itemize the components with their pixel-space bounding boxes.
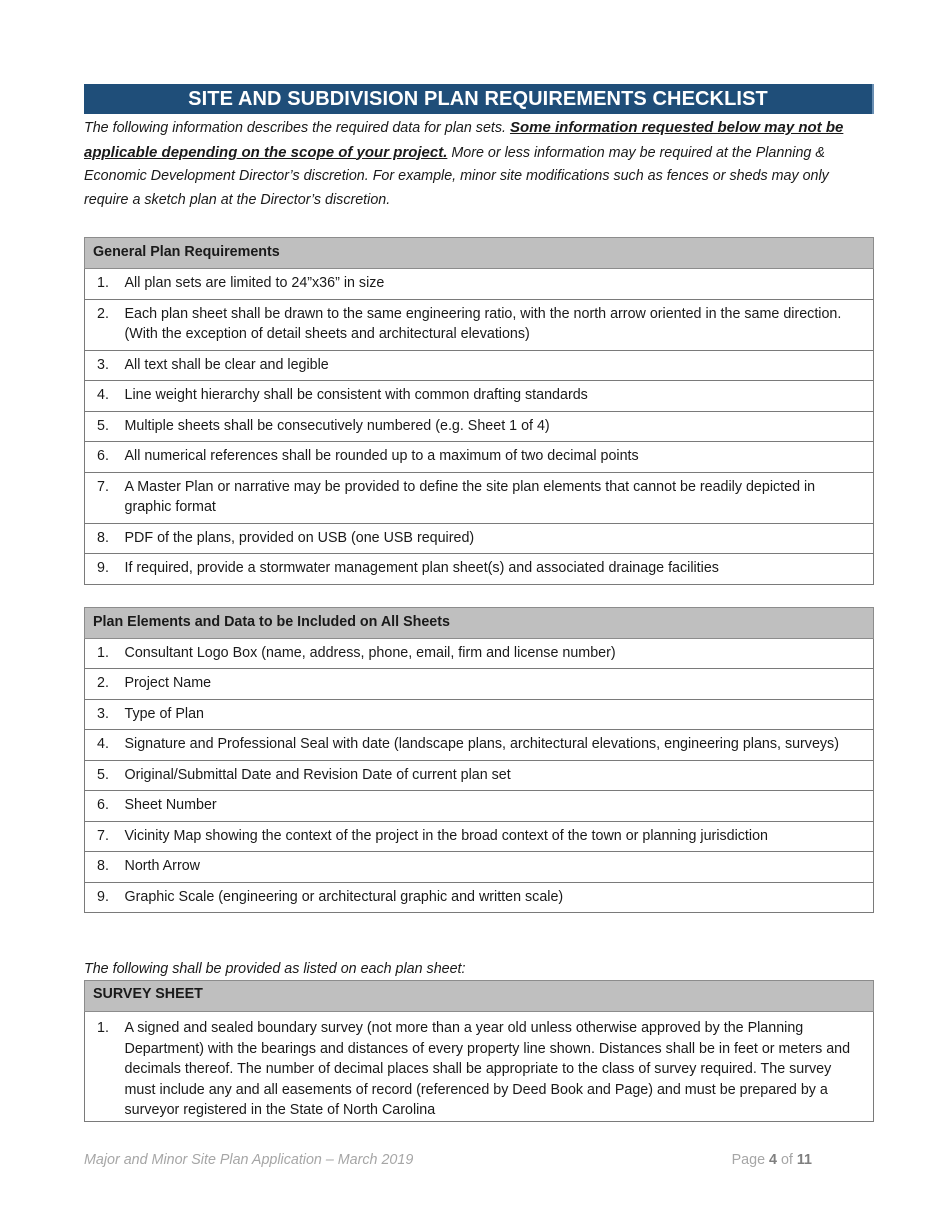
- item-text: All text shall be clear and legible: [125, 350, 874, 381]
- item-text: Original/Submittal Date and Revision Date of current plan set: [125, 760, 874, 791]
- intro-text-1: The following information describes the required data for plan sets.: [84, 120, 510, 136]
- item-text: Type of Plan: [125, 699, 874, 730]
- item-number: 5.: [85, 411, 125, 442]
- item-number: 8.: [85, 852, 125, 883]
- item-number: 1.: [85, 1012, 125, 1122]
- table-row: [85, 669, 874, 700]
- item-text: North Arrow: [125, 852, 874, 883]
- page: [84, 84, 874, 1122]
- table-row: [85, 699, 874, 730]
- item-number: 4.: [85, 730, 125, 761]
- item-text: Project Name: [125, 669, 874, 700]
- table-row: [85, 791, 874, 822]
- page-title: SITE AND SUBDIVISION PLAN REQUIREMENTS CHECKLIST: [84, 84, 874, 114]
- table-row: [85, 730, 874, 761]
- item-text: Consultant Logo Box (name, address, phone, email, firm and license number): [125, 638, 874, 669]
- survey-lead-text: The following shall be provided as listed on each plan sheet:: [84, 961, 466, 977]
- item-number: 7.: [85, 472, 125, 523]
- item-number: 3.: [85, 699, 125, 730]
- table-row: [85, 381, 874, 412]
- plan-elements-table: [84, 607, 874, 914]
- item-text: A signed and sealed boundary survey (not more than a year old unless otherwise approved by the Planning Department) with the bearings and distances of every property line shown. Distances shall be in feet or meters and decimals thereof. The number of decimal places shall be appropriate to the class of survey required. The survey must include any and all easements of record (referenced by Deed Book and Page) and must be prepared by a surveyor registered in the State of North Carolina: [125, 1012, 874, 1122]
- table-row: [85, 269, 874, 300]
- table-row: [85, 821, 874, 852]
- intro-emphasis: Some information requested below may not be applicable depending on the scope of your project.: [84, 119, 844, 161]
- survey-sheet-table: [84, 980, 874, 1122]
- item-text: Multiple sheets shall be consecutively numbered (e.g. Sheet 1 of 4): [125, 411, 874, 442]
- table-row: [85, 554, 874, 585]
- table-heading: SURVEY SHEET: [85, 981, 874, 1012]
- item-number: 1.: [85, 638, 125, 669]
- page-number: Page 4 of 11: [731, 1152, 812, 1168]
- item-number: 9.: [85, 882, 125, 913]
- table-row: [85, 523, 874, 554]
- intro-paragraph: [84, 116, 870, 212]
- item-text: All numerical references shall be rounded up to a maximum of two decimal points: [125, 442, 874, 473]
- item-text: Graphic Scale (engineering or architectural graphic and written scale): [125, 882, 874, 913]
- item-text: Vicinity Map showing the context of the project in the broad context of the town or planning jurisdiction: [125, 821, 874, 852]
- item-number: 8.: [85, 523, 125, 554]
- table-row: [85, 882, 874, 913]
- item-number: 3.: [85, 350, 125, 381]
- item-text: Sheet Number: [125, 791, 874, 822]
- item-number: 1.: [85, 269, 125, 300]
- footer-doc-label: Major and Minor Site Plan Application – March 2019: [84, 1152, 414, 1168]
- table-row: [85, 299, 874, 350]
- item-number: 6.: [85, 442, 125, 473]
- item-text: All plan sets are limited to 24”x36” in size: [125, 269, 874, 300]
- item-number: 7.: [85, 821, 125, 852]
- item-text: PDF of the plans, provided on USB (one USB required): [125, 523, 874, 554]
- item-number: 5.: [85, 760, 125, 791]
- item-number: 2.: [85, 299, 125, 350]
- table-row: [85, 472, 874, 523]
- table-heading: Plan Elements and Data to be Included on All Sheets: [85, 607, 874, 638]
- item-number: 6.: [85, 791, 125, 822]
- table-row: [85, 852, 874, 883]
- page-footer: [84, 1152, 812, 1168]
- item-text: If required, provide a stormwater management plan sheet(s) and associated drainage facilities: [125, 554, 874, 585]
- item-number: 4.: [85, 381, 125, 412]
- table-row: [85, 411, 874, 442]
- item-number: 9.: [85, 554, 125, 585]
- intro-text-2: More or less information may be required at the Planning & Economic Development Director’s discretion. For example, minor site modifications such as fences or sheds may only require a sketch plan at the Director’s discretion.: [84, 144, 829, 208]
- item-text: Each plan sheet shall be drawn to the same engineering ratio, with the north arrow oriented in the same direction. (With the exception of detail sheets and architectural elevations): [125, 299, 874, 350]
- item-text: Line weight hierarchy shall be consistent with common drafting standards: [125, 381, 874, 412]
- general-requirements-table: [84, 237, 874, 585]
- table-row: [85, 442, 874, 473]
- item-number: 2.: [85, 669, 125, 700]
- table-row: [85, 760, 874, 791]
- item-text: A Master Plan or narrative may be provided to define the site plan elements that cannot be readily depicted in graphic format: [125, 472, 874, 523]
- table-heading: General Plan Requirements: [85, 238, 874, 269]
- table-row: [85, 1012, 874, 1122]
- table-row: [85, 638, 874, 669]
- table-row: [85, 350, 874, 381]
- item-text: Signature and Professional Seal with date (landscape plans, architectural elevations, engineering plans, surveys): [125, 730, 874, 761]
